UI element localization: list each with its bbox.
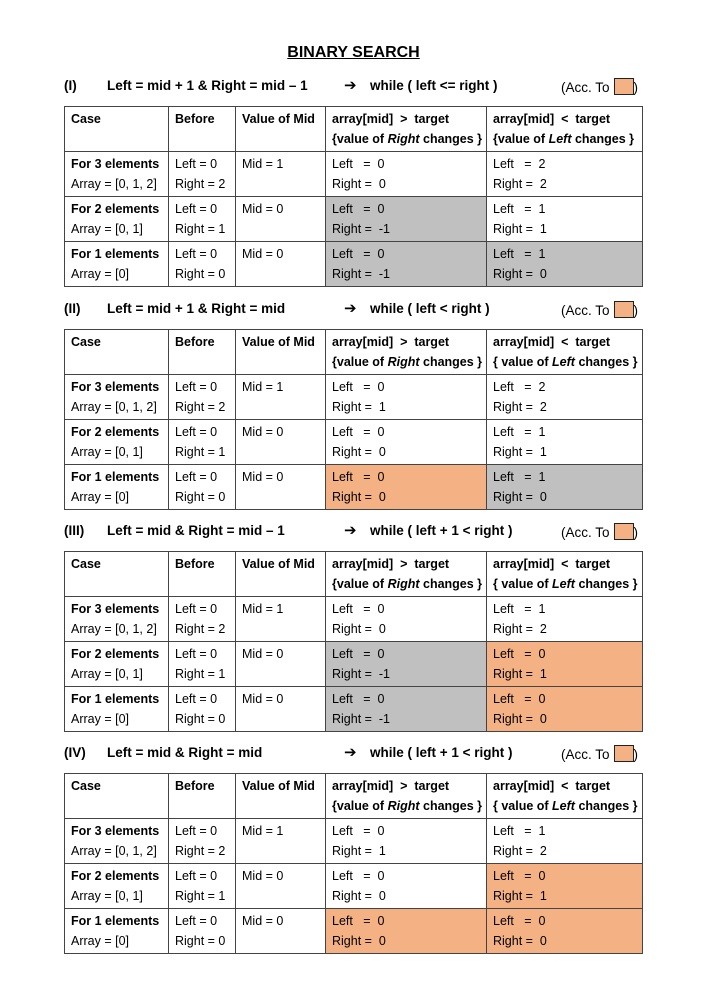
table-row: [65, 597, 643, 642]
color-swatch-icon: [614, 523, 634, 540]
lt-result-cell: Left = 1 Right = 0: [487, 465, 643, 510]
header-lt-target: array[mid] < target {value of Left changes }: [487, 107, 643, 152]
mid-cell: Mid = 0: [236, 909, 326, 954]
header-case: Case: [65, 552, 169, 597]
section-heading: [64, 521, 642, 545]
section-3: [64, 521, 642, 732]
header-before: Before: [169, 107, 236, 152]
table-row: [65, 687, 643, 732]
color-swatch-icon: [614, 301, 634, 318]
case-cell: For 3 elements Array = [0, 1, 2]: [65, 375, 169, 420]
case-cell: For 1 elements Array = [0]: [65, 687, 169, 732]
header-gt-target: array[mid] > target {value of Right changes }: [326, 330, 487, 375]
loop-condition: while ( left < right ): [370, 301, 490, 316]
section-4: [64, 743, 642, 954]
section-number: (II): [64, 301, 81, 316]
section-1: [64, 76, 642, 287]
lt-result-cell: Left = 1 Right = 1: [487, 420, 643, 465]
section-condition: Left = mid + 1 & Right = mid: [107, 301, 286, 316]
section-heading: [64, 76, 642, 100]
header-gt-target: array[mid] > target {value of Right changes }: [326, 774, 487, 819]
case-cell: For 2 elements Array = [0, 1]: [65, 642, 169, 687]
table-row: [65, 152, 643, 197]
mid-cell: Mid = 1: [236, 597, 326, 642]
gt-result-cell: Left = 0 Right = 1: [326, 819, 487, 864]
before-cell: Left = 0 Right = 2: [169, 152, 236, 197]
table-row: [65, 909, 643, 954]
header-mid: Value of Mid: [236, 552, 326, 597]
case-table: [64, 106, 643, 287]
table-row: [65, 864, 643, 909]
lt-result-cell: Left = 2 Right = 2: [487, 152, 643, 197]
header-before: Before: [169, 552, 236, 597]
acc-to-note: (Acc. To ): [560, 747, 638, 762]
header-lt-target: array[mid] < target { value of Left changes }: [487, 774, 643, 819]
gt-result-cell: Left = 0 Right = -1: [326, 642, 487, 687]
section-condition: Left = mid & Right = mid – 1: [107, 523, 285, 538]
gt-result-cell: Left = 0 Right = 0: [326, 909, 487, 954]
case-cell: For 3 elements Array = [0, 1, 2]: [65, 597, 169, 642]
table-row: [65, 242, 643, 287]
lt-result-cell: Left = 1 Right = 2: [487, 597, 643, 642]
table-row: [65, 197, 643, 242]
acc-to-note: (Acc. To ): [560, 525, 638, 540]
gt-result-cell: Left = 0 Right = 0: [326, 152, 487, 197]
gt-result-cell: Left = 0 Right = 1: [326, 375, 487, 420]
table-row: [65, 465, 643, 510]
before-cell: Left = 0 Right = 0: [169, 242, 236, 287]
mid-cell: Mid = 0: [236, 420, 326, 465]
before-cell: Left = 0 Right = 0: [169, 687, 236, 732]
section-heading: [64, 743, 642, 767]
header-case: Case: [65, 330, 169, 375]
lt-result-cell: Left = 0 Right = 1: [487, 864, 643, 909]
right-arrow-icon: ➔: [344, 77, 357, 94]
gt-result-cell: Left = 0 Right = 0: [326, 465, 487, 510]
table-header-row: [65, 107, 643, 152]
before-cell: Left = 0 Right = 0: [169, 909, 236, 954]
section-number: (III): [64, 523, 85, 538]
case-cell: For 2 elements Array = [0, 1]: [65, 864, 169, 909]
section-number: (I): [64, 78, 77, 93]
case-table: [64, 551, 643, 732]
lt-result-cell: Left = 1 Right = 1: [487, 197, 643, 242]
gt-result-cell: Left = 0 Right = 0: [326, 420, 487, 465]
mid-cell: Mid = 0: [236, 642, 326, 687]
right-arrow-icon: ➔: [344, 300, 357, 317]
header-gt-target: array[mid] > target {value of Right changes }: [326, 552, 487, 597]
mid-cell: Mid = 1: [236, 375, 326, 420]
before-cell: Left = 0 Right = 1: [169, 197, 236, 242]
lt-result-cell: Left = 1 Right = 0: [487, 242, 643, 287]
header-mid: Value of Mid: [236, 774, 326, 819]
before-cell: Left = 0 Right = 2: [169, 597, 236, 642]
mid-cell: Mid = 0: [236, 864, 326, 909]
gt-result-cell: Left = 0 Right = -1: [326, 687, 487, 732]
lt-result-cell: Left = 1 Right = 2: [487, 819, 643, 864]
mid-cell: Mid = 0: [236, 242, 326, 287]
header-case: Case: [65, 107, 169, 152]
mid-cell: Mid = 0: [236, 197, 326, 242]
section-number: (IV): [64, 745, 86, 760]
header-before: Before: [169, 774, 236, 819]
lt-result-cell: Left = 0 Right = 1: [487, 642, 643, 687]
case-cell: For 3 elements Array = [0, 1, 2]: [65, 819, 169, 864]
case-cell: For 2 elements Array = [0, 1]: [65, 197, 169, 242]
acc-to-note: (Acc. To ): [560, 80, 638, 95]
gt-result-cell: Left = 0 Right = 0: [326, 864, 487, 909]
case-cell: For 3 elements Array = [0, 1, 2]: [65, 152, 169, 197]
case-cell: For 1 elements Array = [0]: [65, 909, 169, 954]
before-cell: Left = 0 Right = 0: [169, 465, 236, 510]
case-table: [64, 329, 643, 510]
mid-cell: Mid = 0: [236, 687, 326, 732]
gt-result-cell: Left = 0 Right = -1: [326, 242, 487, 287]
right-arrow-icon: ➔: [344, 522, 357, 539]
case-table: [64, 773, 643, 954]
mid-cell: Mid = 0: [236, 465, 326, 510]
before-cell: Left = 0 Right = 1: [169, 642, 236, 687]
header-case: Case: [65, 774, 169, 819]
lt-result-cell: Left = 2 Right = 2: [487, 375, 643, 420]
header-before: Before: [169, 330, 236, 375]
mid-cell: Mid = 1: [236, 152, 326, 197]
gt-result-cell: Left = 0 Right = -1: [326, 197, 487, 242]
header-gt-target: array[mid] > target {value of Right changes }: [326, 107, 487, 152]
case-cell: For 2 elements Array = [0, 1]: [65, 420, 169, 465]
before-cell: Left = 0 Right = 2: [169, 375, 236, 420]
loop-condition: while ( left <= right ): [370, 78, 498, 93]
header-lt-target: array[mid] < target { value of Left changes }: [487, 552, 643, 597]
case-cell: For 1 elements Array = [0]: [65, 242, 169, 287]
table-row: [65, 420, 643, 465]
case-cell: For 1 elements Array = [0]: [65, 465, 169, 510]
color-swatch-icon: [614, 745, 634, 762]
page-title: BINARY SEARCH: [287, 44, 420, 61]
loop-condition: while ( left + 1 < right ): [370, 523, 513, 538]
header-lt-target: array[mid] < target { value of Left changes }: [487, 330, 643, 375]
table-row: [65, 375, 643, 420]
table-header-row: [65, 552, 643, 597]
lt-result-cell: Left = 0 Right = 0: [487, 687, 643, 732]
gt-result-cell: Left = 0 Right = 0: [326, 597, 487, 642]
section-condition: Left = mid + 1 & Right = mid – 1: [107, 78, 308, 93]
before-cell: Left = 0 Right = 1: [169, 420, 236, 465]
right-arrow-icon: ➔: [344, 744, 357, 761]
header-mid: Value of Mid: [236, 330, 326, 375]
color-swatch-icon: [614, 78, 634, 95]
table-header-row: [65, 330, 643, 375]
header-mid: Value of Mid: [236, 107, 326, 152]
mid-cell: Mid = 1: [236, 819, 326, 864]
section-heading: [64, 299, 642, 323]
before-cell: Left = 0 Right = 1: [169, 864, 236, 909]
table-header-row: [65, 774, 643, 819]
before-cell: Left = 0 Right = 2: [169, 819, 236, 864]
loop-condition: while ( left + 1 < right ): [370, 745, 513, 760]
section-2: [64, 299, 642, 510]
lt-result-cell: Left = 0 Right = 0: [487, 909, 643, 954]
table-row: [65, 642, 643, 687]
section-condition: Left = mid & Right = mid: [107, 745, 263, 760]
table-row: [65, 819, 643, 864]
acc-to-note: (Acc. To ): [560, 303, 638, 318]
